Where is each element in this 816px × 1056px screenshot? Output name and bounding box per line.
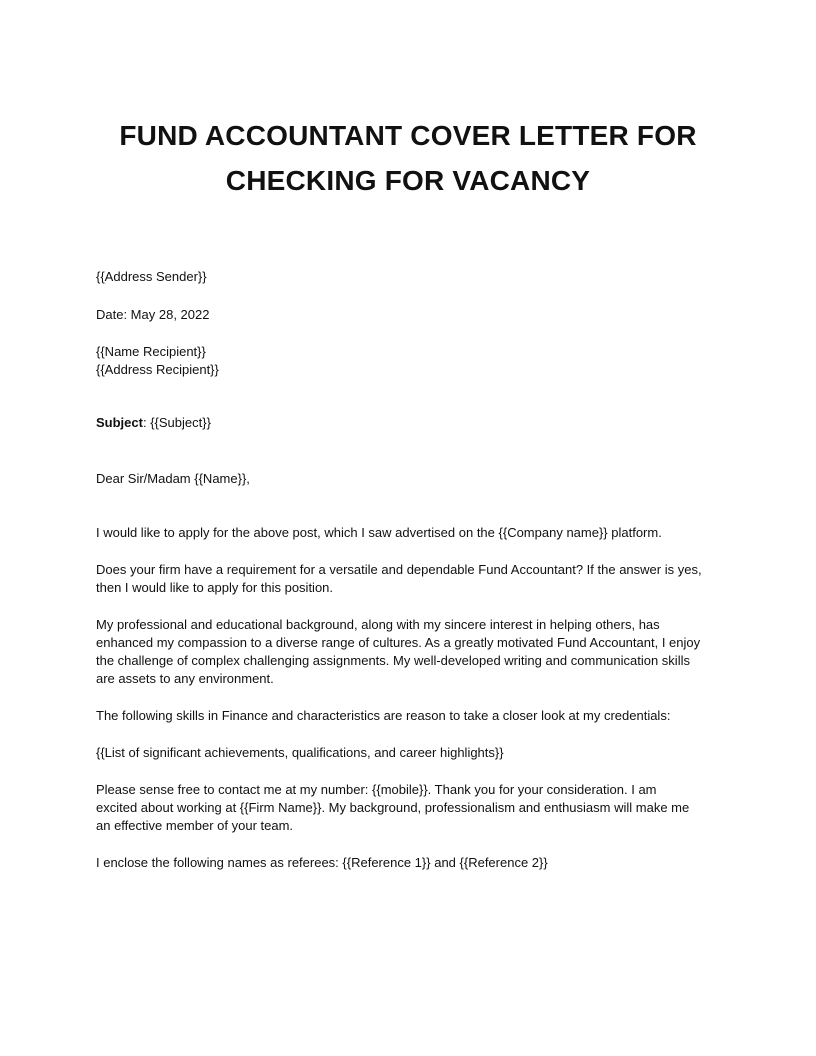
recipient-address: {{Address Recipient}} [96, 362, 219, 377]
paragraph-6-line-1: Please sense free to contact me at my number: {{mobile}}. Thank you for your consideration. I am [96, 782, 657, 797]
paragraph-3-line-3: the challenge of complex challenging assignments. My well-developed writing and communication skills [96, 653, 690, 668]
subject-value: : {{Subject}} [142, 415, 211, 430]
paragraph-6-line-2: excited about working at {{Firm Name}}. My background, professionalism and enthusiasm will make me [96, 800, 690, 815]
title-line-2: CHECKING FOR VACANCY [225, 165, 591, 196]
paragraph-3-line-4: are assets to any environment. [96, 671, 274, 686]
paragraph-7: I enclose the following names as referees: {{Reference 1}} and {{Reference 2}} [96, 855, 548, 870]
subject-line [96, 414, 724, 432]
subject-label: Subject [96, 415, 143, 430]
document-title [60, 113, 756, 203]
paragraph-3-line-2: enhanced my compassion to a diverse range of cultures. As a greatly motivated Fund Accountant, I enjoy [96, 635, 701, 650]
paragraph-1: I would like to apply for the above post, which I saw advertised on the {{Company name}} platform. [96, 525, 662, 540]
recipient-block [96, 343, 724, 379]
paragraph-3-line-1: My professional and educational background, along with my sincere interest in helping others, has [96, 617, 660, 632]
paragraph-6 [96, 781, 724, 835]
address-sender: {{Address Sender}} [96, 269, 207, 284]
paragraph-2-line-2: then I would like to apply for this position. [96, 580, 334, 595]
paragraph-2-line-1: Does your firm have a requirement for a versatile and dependable Fund Accountant? If the answer is yes, [96, 562, 702, 577]
recipient-name: {{Name Recipient}} [96, 344, 206, 359]
salutation: Dear Sir/Madam {{Name}}, [96, 471, 250, 486]
paragraph-5: {{List of significant achievements, qualifications, and career highlights}} [96, 745, 504, 760]
paragraph-3 [96, 616, 724, 688]
paragraph-2 [96, 561, 724, 597]
paragraph-4: The following skills in Finance and characteristics are reason to take a closer look at my credentials: [96, 708, 671, 723]
paragraph-6-line-3: an effective member of your team. [96, 818, 294, 833]
letter-date: Date: May 28, 2022 [96, 307, 210, 322]
title-line-1: FUND ACCOUNTANT COVER LETTER FOR [119, 120, 697, 151]
